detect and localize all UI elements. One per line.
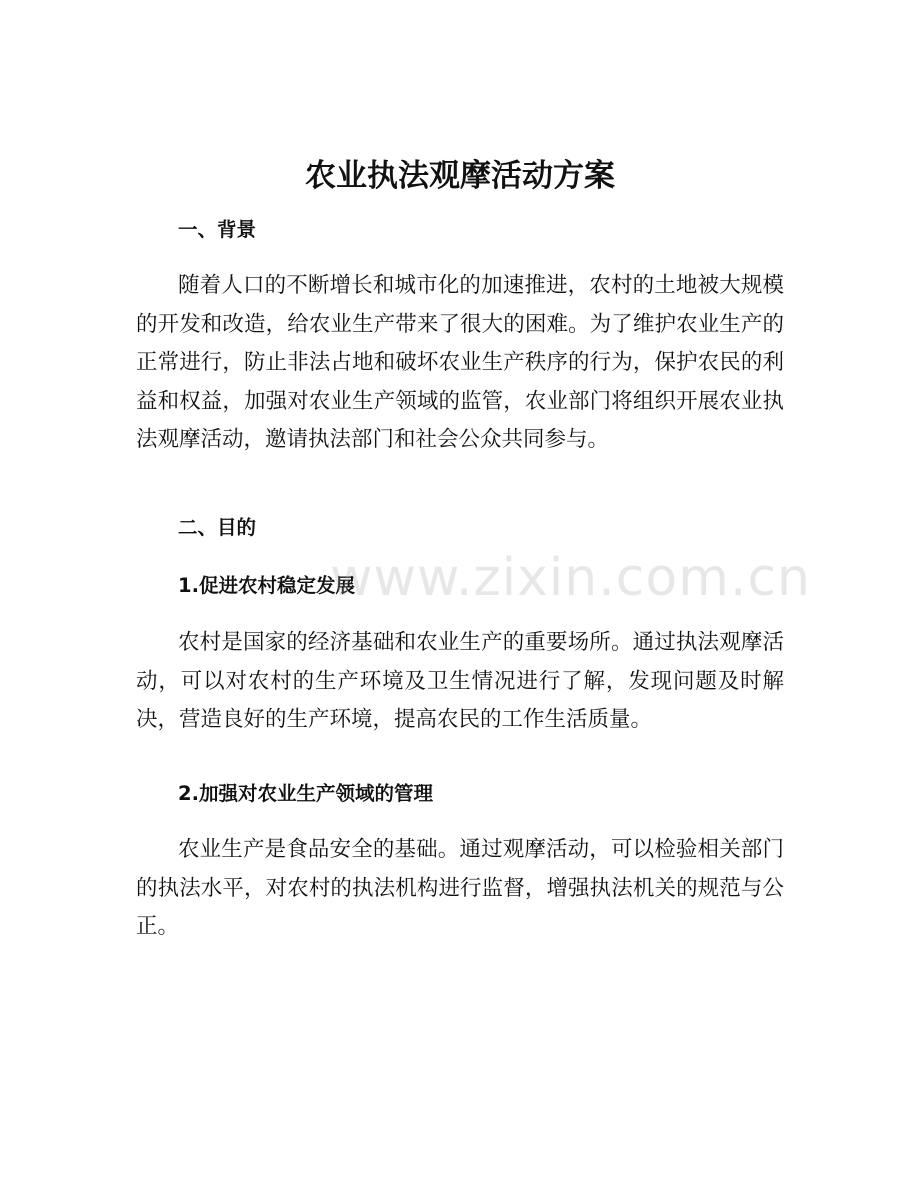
management-paragraph: 农业生产是食品安全的基础。通过观摩活动，可以检验相关部门的执法水平，对农村的执法机构进行监督，增强执法机关的规范与公正。 <box>136 837 784 939</box>
watermark: www.zixin.com.cn <box>330 548 811 608</box>
section-heading-background: 一、背景 <box>178 218 257 241</box>
rural-development-paragraph: 农村是国家的经济基础和农业生产的重要场所。通过执法观摩活动，可以对农村的生产环境及卫生情况进行了解，发现问题及时解决，营造良好的生产环境，提高农民的工作生活质量。 <box>136 630 784 732</box>
subheading-management: 2.加强对农业生产领域的管理 <box>178 782 433 805</box>
subheading-rural-development: 1.促进农村稳定发展 <box>178 574 355 597</box>
background-paragraph: 随着人口的不断增长和城市化的加速推进，农村的土地被大规模的开发和改造，给农业生产带来了很大的困难。为了维护农业生产的正常进行，防止非法占地和破坏农业生产秩序的行为，保护农民的利益和权益，加强对农业生产领域的监管，农业部门将组织开展农业执法观摩活动，邀请执法部门和社会公众共同参与。 <box>136 273 784 452</box>
document-title: 农业执法观摩活动方案 <box>305 158 615 194</box>
section-heading-purpose: 二、目的 <box>178 516 257 539</box>
